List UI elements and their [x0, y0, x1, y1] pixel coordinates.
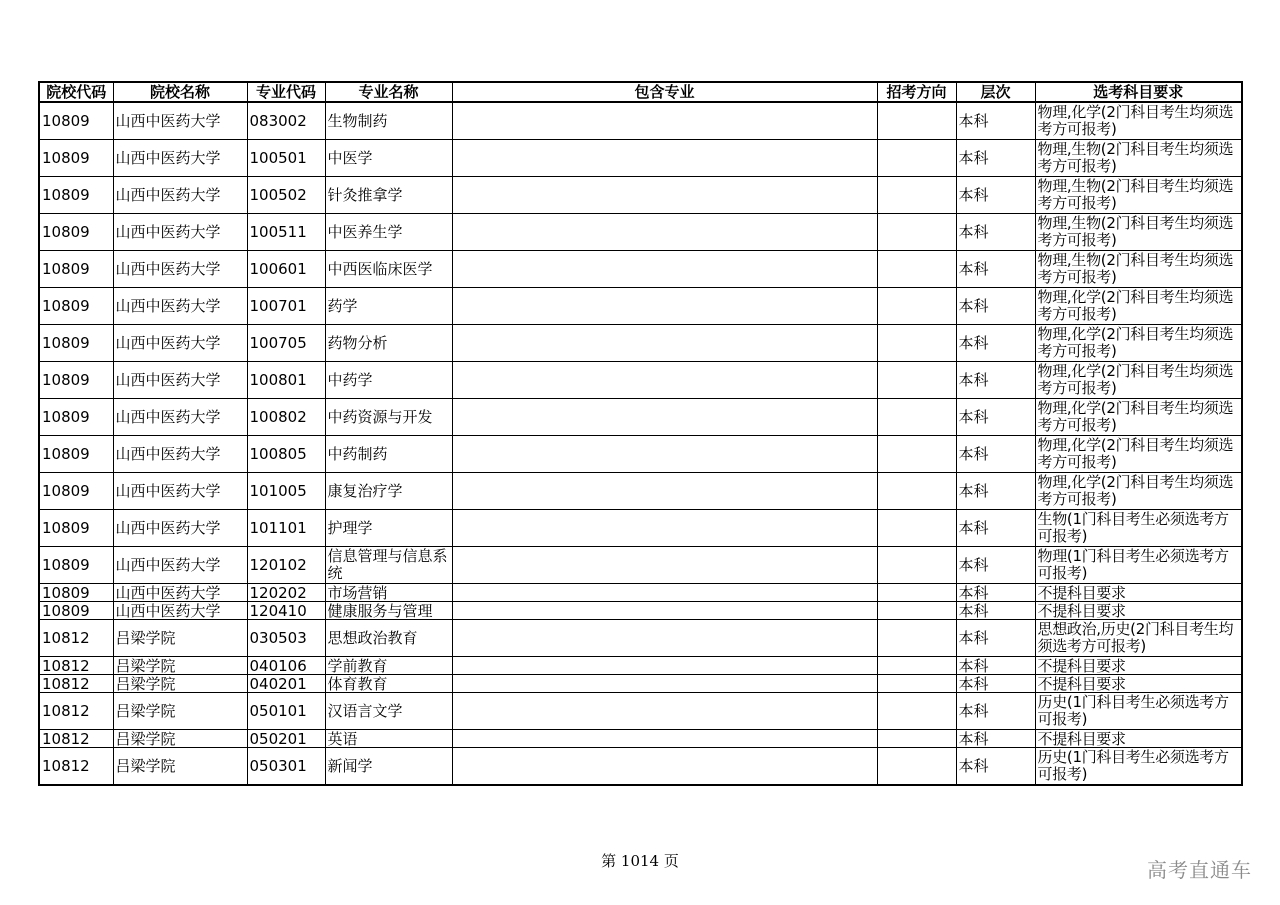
- cell-school-name: 吕梁学院: [113, 620, 247, 657]
- cell-requirement: 不提科目要求: [1035, 730, 1242, 748]
- cell-school-name: 吕梁学院: [113, 657, 247, 675]
- cell-direction: [877, 547, 956, 584]
- table-row: [39, 214, 1242, 251]
- cell-major-name: 英语: [325, 730, 452, 748]
- cell-school-code: 10809: [39, 584, 113, 602]
- cell-direction: [877, 473, 956, 510]
- cell-major-name: 中医学: [325, 140, 452, 177]
- cell-school-name: 山西中医药大学: [113, 547, 247, 584]
- cell-requirement: 不提科目要求: [1035, 602, 1242, 620]
- cell-direction: [877, 325, 956, 362]
- cell-school-code: 10809: [39, 214, 113, 251]
- table-row: [39, 177, 1242, 214]
- cell-direction: [877, 177, 956, 214]
- cell-included-majors: [452, 547, 877, 584]
- cell-school-code: 10809: [39, 510, 113, 547]
- cell-direction: [877, 730, 956, 748]
- cell-direction: [877, 102, 956, 140]
- cell-requirement: 物理,化学(2门科目考生均须选考方可报考): [1035, 102, 1242, 140]
- cell-school-name: 吕梁学院: [113, 730, 247, 748]
- cell-major-name: 中药资源与开发: [325, 399, 452, 436]
- table-row: [39, 748, 1242, 786]
- cell-included-majors: [452, 325, 877, 362]
- cell-school-name: 山西中医药大学: [113, 399, 247, 436]
- cell-school-code: 10812: [39, 693, 113, 730]
- cell-requirement: 物理(1门科目考生必须选考方可报考): [1035, 547, 1242, 584]
- cell-included-majors: [452, 657, 877, 675]
- header-major-name: 专业名称: [325, 82, 452, 102]
- cell-major-name: 护理学: [325, 510, 452, 547]
- cell-level: 本科: [956, 251, 1035, 288]
- cell-direction: [877, 602, 956, 620]
- cell-included-majors: [452, 177, 877, 214]
- cell-major-code: 120102: [247, 547, 325, 584]
- cell-school-code: 10809: [39, 102, 113, 140]
- cell-school-name: 山西中医药大学: [113, 362, 247, 399]
- cell-level: 本科: [956, 399, 1035, 436]
- cell-school-code: 10809: [39, 399, 113, 436]
- cell-requirement: 物理,生物(2门科目考生均须选考方可报考): [1035, 140, 1242, 177]
- cell-school-code: 10809: [39, 547, 113, 584]
- cell-major-name: 针灸推拿学: [325, 177, 452, 214]
- table-row: [39, 657, 1242, 675]
- cell-direction: [877, 510, 956, 547]
- cell-included-majors: [452, 140, 877, 177]
- cell-school-name: 山西中医药大学: [113, 325, 247, 362]
- cell-level: 本科: [956, 675, 1035, 693]
- table-row: [39, 288, 1242, 325]
- cell-major-name: 药学: [325, 288, 452, 325]
- cell-included-majors: [452, 510, 877, 547]
- cell-level: 本科: [956, 620, 1035, 657]
- cell-school-name: 山西中医药大学: [113, 473, 247, 510]
- cell-direction: [877, 584, 956, 602]
- cell-requirement: 物理,化学(2门科目考生均须选考方可报考): [1035, 436, 1242, 473]
- cell-major-code: 030503: [247, 620, 325, 657]
- cell-requirement: 物理,化学(2门科目考生均须选考方可报考): [1035, 473, 1242, 510]
- table-row: [39, 620, 1242, 657]
- cell-school-name: 山西中医药大学: [113, 436, 247, 473]
- cell-direction: [877, 675, 956, 693]
- cell-direction: [877, 251, 956, 288]
- cell-major-name: 体育教育: [325, 675, 452, 693]
- header-school-code: 院校代码: [39, 82, 113, 102]
- cell-level: 本科: [956, 510, 1035, 547]
- cell-requirement: 不提科目要求: [1035, 657, 1242, 675]
- cell-requirement: 不提科目要求: [1035, 675, 1242, 693]
- cell-requirement: 物理,化学(2门科目考生均须选考方可报考): [1035, 399, 1242, 436]
- cell-direction: [877, 214, 956, 251]
- cell-major-code: 101005: [247, 473, 325, 510]
- header-requirement: 选考科目要求: [1035, 82, 1242, 102]
- cell-major-name: 中药制药: [325, 436, 452, 473]
- cell-school-name: 吕梁学院: [113, 675, 247, 693]
- cell-school-code: 10809: [39, 362, 113, 399]
- cell-requirement: 历史(1门科目考生必须选考方可报考): [1035, 748, 1242, 786]
- cell-included-majors: [452, 436, 877, 473]
- table-row: [39, 436, 1242, 473]
- cell-direction: [877, 620, 956, 657]
- header-level: 层次: [956, 82, 1035, 102]
- cell-level: 本科: [956, 325, 1035, 362]
- cell-school-name: 吕梁学院: [113, 748, 247, 786]
- table-row: [39, 399, 1242, 436]
- cell-major-code: 040201: [247, 675, 325, 693]
- table-row: [39, 140, 1242, 177]
- table-row: [39, 473, 1242, 510]
- header-included-majors: 包含专业: [452, 82, 877, 102]
- cell-requirement: 物理,化学(2门科目考生均须选考方可报考): [1035, 325, 1242, 362]
- cell-included-majors: [452, 675, 877, 693]
- cell-requirement: 生物(1门科目考生必须选考方可报考): [1035, 510, 1242, 547]
- cell-school-name: 山西中医药大学: [113, 510, 247, 547]
- admission-table: [38, 81, 1243, 786]
- cell-school-code: 10809: [39, 473, 113, 510]
- cell-requirement: 思想政治,历史(2门科目考生均须选考方可报考): [1035, 620, 1242, 657]
- cell-school-name: 吕梁学院: [113, 693, 247, 730]
- cell-major-name: 汉语言文学: [325, 693, 452, 730]
- cell-requirement: 不提科目要求: [1035, 584, 1242, 602]
- header-row: [39, 82, 1242, 102]
- cell-level: 本科: [956, 140, 1035, 177]
- header-school-name: 院校名称: [113, 82, 247, 102]
- cell-major-code: 100805: [247, 436, 325, 473]
- cell-direction: [877, 399, 956, 436]
- cell-school-name: 山西中医药大学: [113, 251, 247, 288]
- cell-included-majors: [452, 584, 877, 602]
- cell-included-majors: [452, 620, 877, 657]
- cell-major-code: 050101: [247, 693, 325, 730]
- cell-direction: [877, 657, 956, 675]
- cell-school-name: 山西中医药大学: [113, 602, 247, 620]
- cell-major-code: 100705: [247, 325, 325, 362]
- cell-school-code: 10809: [39, 251, 113, 288]
- cell-major-name: 中药学: [325, 362, 452, 399]
- cell-major-code: 100701: [247, 288, 325, 325]
- cell-included-majors: [452, 399, 877, 436]
- table-row: [39, 510, 1242, 547]
- cell-included-majors: [452, 473, 877, 510]
- cell-school-name: 山西中医药大学: [113, 214, 247, 251]
- cell-major-name: 市场营销: [325, 584, 452, 602]
- cell-school-code: 10812: [39, 620, 113, 657]
- cell-level: 本科: [956, 362, 1035, 399]
- cell-level: 本科: [956, 748, 1035, 786]
- cell-major-code: 120410: [247, 602, 325, 620]
- cell-school-name: 山西中医药大学: [113, 584, 247, 602]
- cell-major-name: 药物分析: [325, 325, 452, 362]
- cell-school-name: 山西中医药大学: [113, 177, 247, 214]
- cell-level: 本科: [956, 102, 1035, 140]
- header-direction: 招考方向: [877, 82, 956, 102]
- cell-major-code: 050301: [247, 748, 325, 786]
- cell-included-majors: [452, 362, 877, 399]
- cell-level: 本科: [956, 584, 1035, 602]
- cell-major-code: 083002: [247, 102, 325, 140]
- cell-major-name: 中西医临床医学: [325, 251, 452, 288]
- cell-level: 本科: [956, 602, 1035, 620]
- table-row: [39, 325, 1242, 362]
- cell-level: 本科: [956, 214, 1035, 251]
- cell-included-majors: [452, 251, 877, 288]
- cell-level: 本科: [956, 288, 1035, 325]
- cell-major-name: 思想政治教育: [325, 620, 452, 657]
- cell-school-code: 10809: [39, 140, 113, 177]
- cell-school-name: 山西中医药大学: [113, 288, 247, 325]
- cell-major-code: 100801: [247, 362, 325, 399]
- header-major-code: 专业代码: [247, 82, 325, 102]
- table-row: [39, 362, 1242, 399]
- cell-direction: [877, 288, 956, 325]
- cell-requirement: 历史(1门科目考生必须选考方可报考): [1035, 693, 1242, 730]
- cell-school-code: 10812: [39, 675, 113, 693]
- cell-requirement: 物理,化学(2门科目考生均须选考方可报考): [1035, 362, 1242, 399]
- cell-school-code: 10809: [39, 436, 113, 473]
- cell-major-code: 100802: [247, 399, 325, 436]
- cell-school-code: 10809: [39, 177, 113, 214]
- cell-major-name: 健康服务与管理: [325, 602, 452, 620]
- page-number: 第 1014 页: [601, 852, 679, 870]
- cell-major-code: 040106: [247, 657, 325, 675]
- cell-major-code: 100501: [247, 140, 325, 177]
- cell-included-majors: [452, 730, 877, 748]
- cell-direction: [877, 693, 956, 730]
- table-row: [39, 730, 1242, 748]
- watermark: 高考直通车: [1147, 858, 1252, 882]
- cell-school-code: 10809: [39, 325, 113, 362]
- cell-direction: [877, 362, 956, 399]
- cell-major-name: 生物制药: [325, 102, 452, 140]
- cell-major-code: 100502: [247, 177, 325, 214]
- cell-major-code: 120202: [247, 584, 325, 602]
- cell-included-majors: [452, 288, 877, 325]
- cell-level: 本科: [956, 547, 1035, 584]
- cell-major-name: 中医养生学: [325, 214, 452, 251]
- cell-requirement: 物理,生物(2门科目考生均须选考方可报考): [1035, 177, 1242, 214]
- cell-included-majors: [452, 602, 877, 620]
- cell-included-majors: [452, 748, 877, 786]
- cell-requirement: 物理,生物(2门科目考生均须选考方可报考): [1035, 251, 1242, 288]
- table-row: [39, 251, 1242, 288]
- cell-direction: [877, 436, 956, 473]
- cell-major-code: 100601: [247, 251, 325, 288]
- cell-major-name: 新闻学: [325, 748, 452, 786]
- cell-level: 本科: [956, 436, 1035, 473]
- cell-level: 本科: [956, 657, 1035, 675]
- cell-major-name: 信息管理与信息系统: [325, 547, 452, 584]
- cell-requirement: 物理,生物(2门科目考生均须选考方可报考): [1035, 214, 1242, 251]
- cell-requirement: 物理,化学(2门科目考生均须选考方可报考): [1035, 288, 1242, 325]
- table-row: [39, 693, 1242, 730]
- cell-included-majors: [452, 102, 877, 140]
- table-row: [39, 584, 1242, 602]
- cell-major-name: 学前教育: [325, 657, 452, 675]
- cell-school-code: 10812: [39, 657, 113, 675]
- cell-major-name: 康复治疗学: [325, 473, 452, 510]
- cell-school-code: 10812: [39, 748, 113, 786]
- table-row: [39, 602, 1242, 620]
- cell-direction: [877, 140, 956, 177]
- cell-school-name: 山西中医药大学: [113, 140, 247, 177]
- cell-level: 本科: [956, 473, 1035, 510]
- cell-major-code: 101101: [247, 510, 325, 547]
- cell-level: 本科: [956, 177, 1035, 214]
- cell-school-code: 10809: [39, 288, 113, 325]
- table-row: [39, 675, 1242, 693]
- cell-included-majors: [452, 693, 877, 730]
- cell-included-majors: [452, 214, 877, 251]
- table-row: [39, 102, 1242, 140]
- cell-major-code: 100511: [247, 214, 325, 251]
- cell-level: 本科: [956, 730, 1035, 748]
- cell-school-name: 山西中医药大学: [113, 102, 247, 140]
- cell-major-code: 050201: [247, 730, 325, 748]
- cell-level: 本科: [956, 693, 1035, 730]
- cell-direction: [877, 748, 956, 786]
- cell-school-code: 10809: [39, 602, 113, 620]
- cell-school-code: 10812: [39, 730, 113, 748]
- table-row: [39, 547, 1242, 584]
